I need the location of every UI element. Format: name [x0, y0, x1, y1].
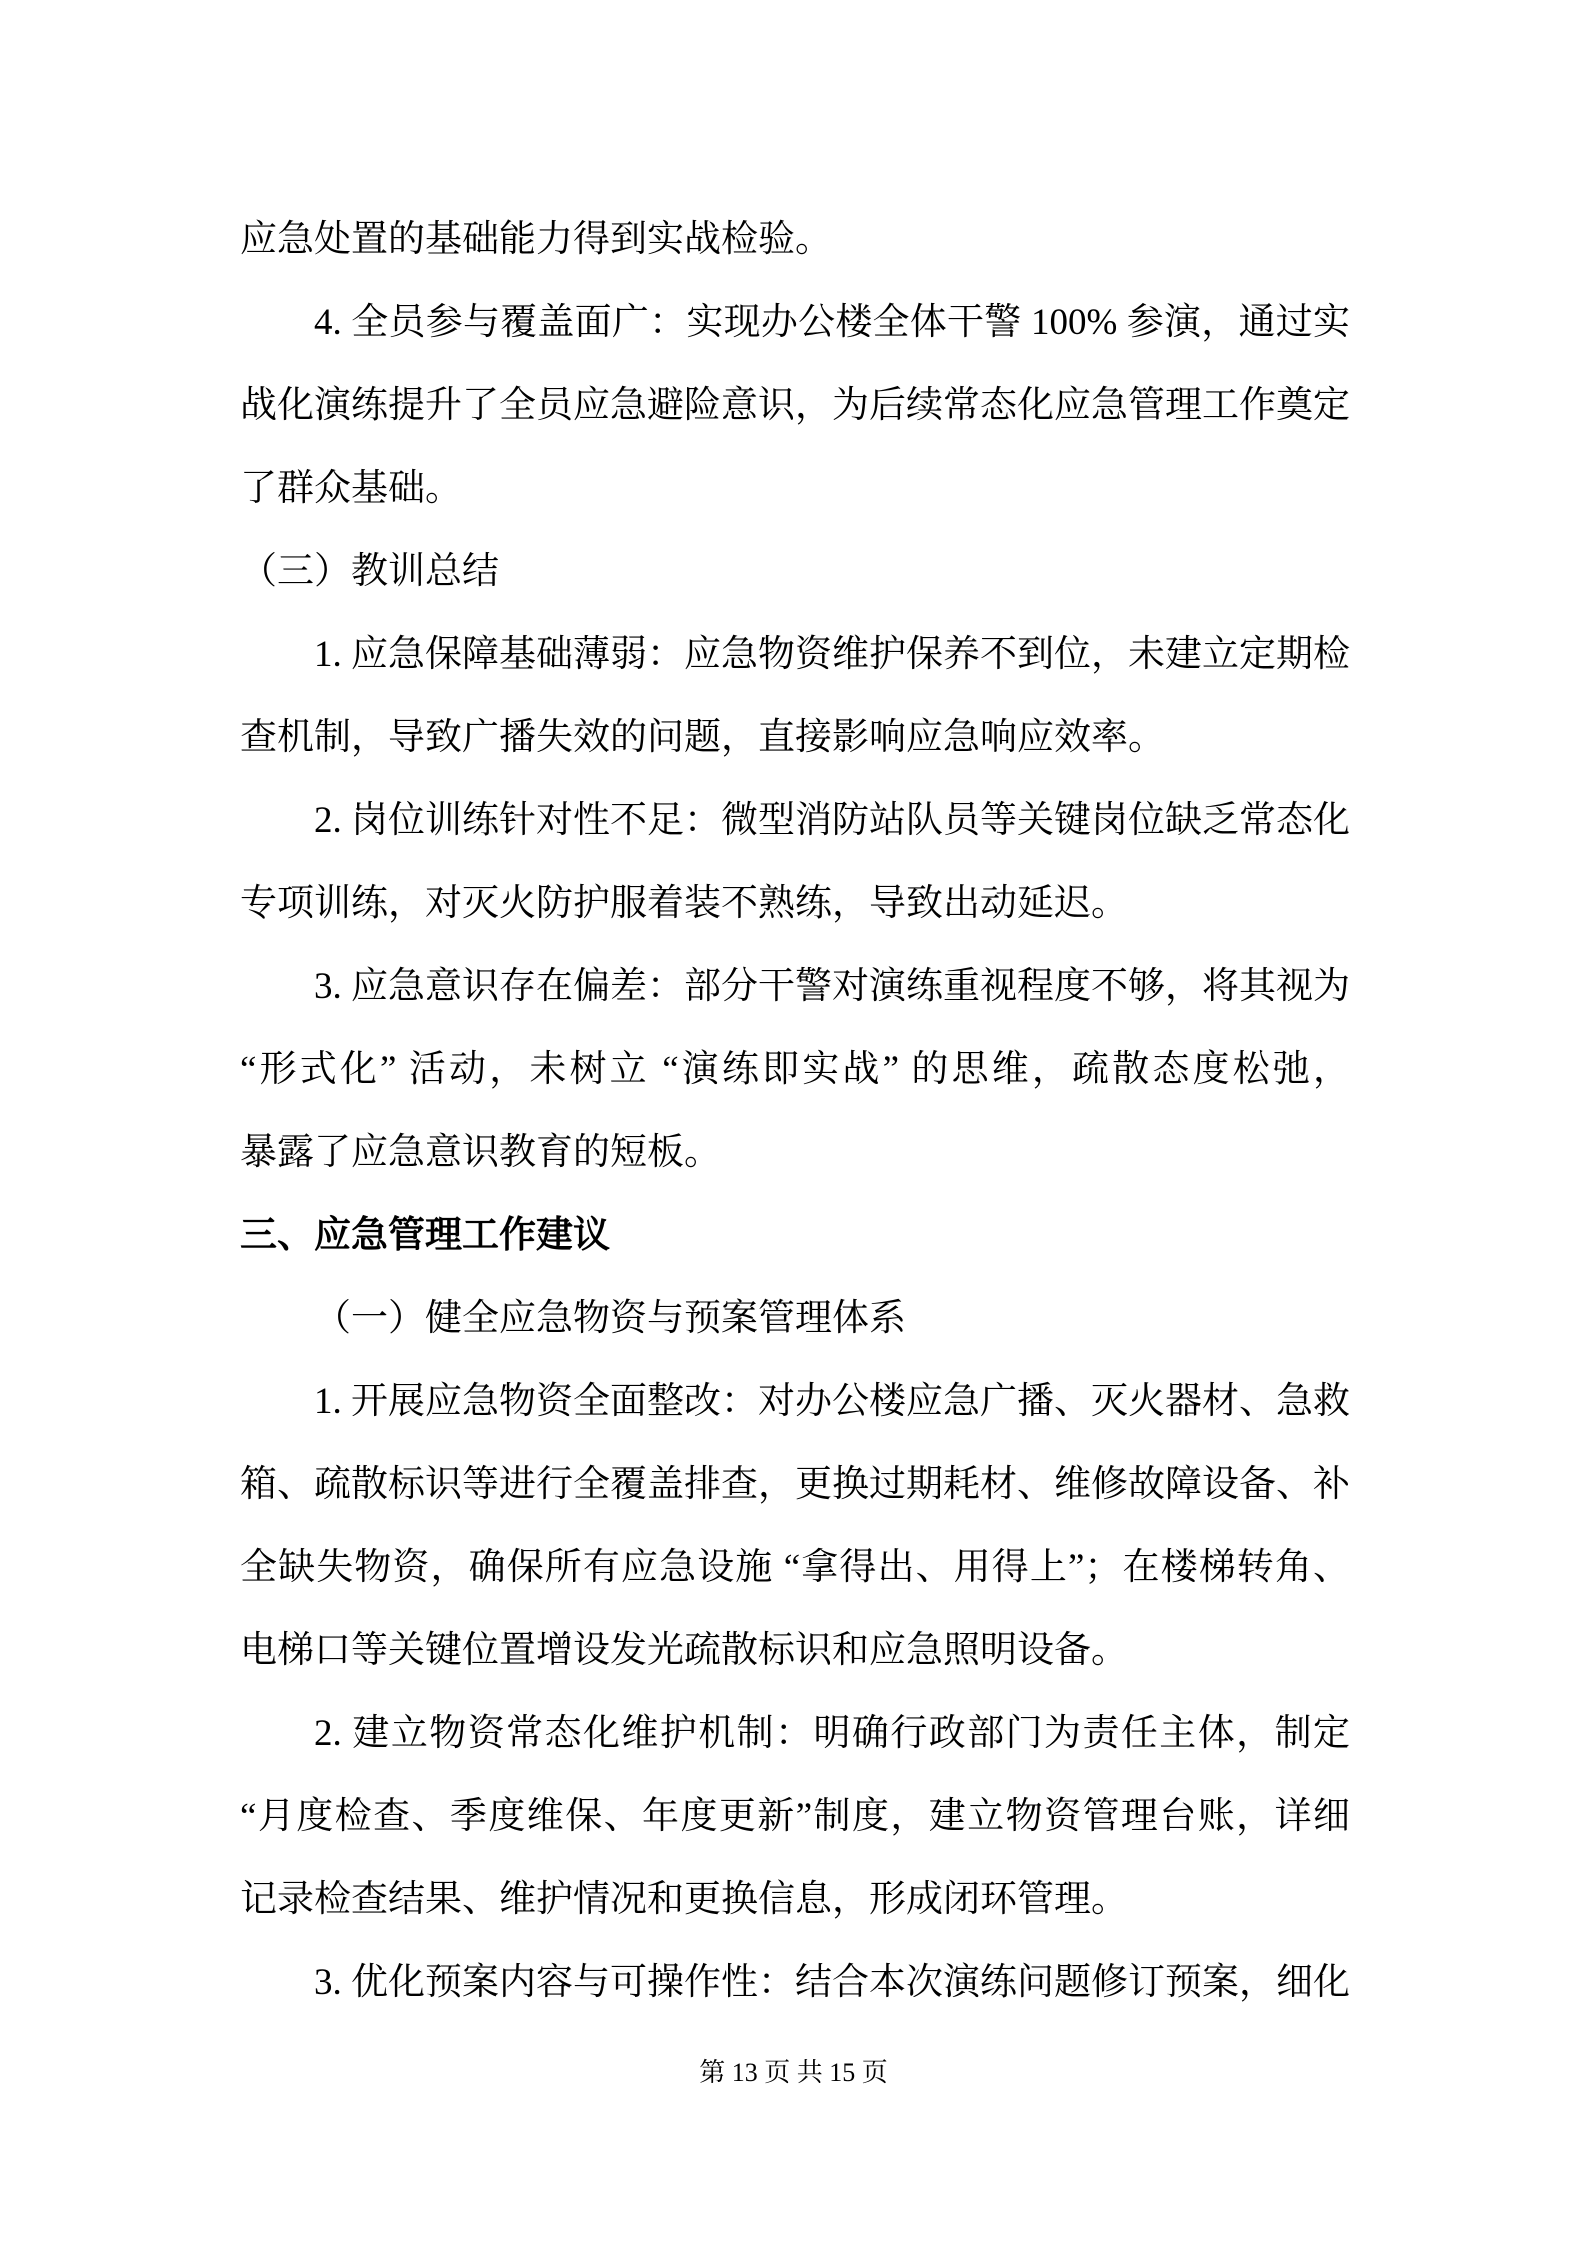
text-line: 箱、疏散标识等进行全覆盖排查，更换过期耗材、维修故障设备、补	[240, 1464, 1350, 1505]
text-line: 暴露了应急意识教育的短板。	[240, 1132, 721, 1173]
text-line: “形式化” 活动，未树立 “演练即实战” 的思维，疏散态度松弛，	[240, 1049, 1350, 1090]
page-footer: 第 13 页 共 15 页	[699, 2058, 888, 2087]
section-heading-suggestions: 三、应急管理工作建议	[240, 1215, 610, 1256]
text-line: 记录检查结果、维护情况和更换信息，形成闭环管理。	[240, 1879, 1128, 1920]
list-item-3: 3. 应急意识存在偏差：部分干警对演练重视程度不够，将其视为	[314, 966, 1350, 1007]
text-line: 全缺失物资，确保所有应急设施 “拿得出、用得上”；在楼梯转角、	[240, 1547, 1350, 1588]
text-line: 了群众基础。	[240, 468, 462, 509]
list-item-1: 1. 开展应急物资全面整改：对办公楼应急广播、灭火器材、急救	[314, 1381, 1350, 1422]
list-item-4: 4. 全员参与覆盖面广：实现办公楼全体干警 100% 参演，通过实	[314, 302, 1350, 343]
text-line: “月度检查、季度维保、年度更新”制度，建立物资管理台账，详细	[240, 1796, 1350, 1837]
text-line: 专项训练，对灭火防护服着装不熟练，导致出动延迟。	[240, 883, 1128, 924]
text-line: 查机制，导致广播失效的问题，直接影响应急响应效率。	[240, 717, 1165, 758]
subsection-heading-system: （一）健全应急物资与预案管理体系	[314, 1298, 906, 1339]
text-line: 电梯口等关键位置增设发光疏散标识和应急照明设备。	[240, 1630, 1128, 1671]
list-item-3: 3. 优化预案内容与可操作性：结合本次演练问题修订预案，细化	[314, 1962, 1350, 2003]
subsection-heading-lessons: （三）教训总结	[240, 551, 499, 592]
text-line: 战化演练提升了全员应急避险意识，为后续常态化应急管理工作奠定	[240, 385, 1350, 426]
paragraph-continuation: 应急处置的基础能力得到实战检验。	[240, 219, 832, 260]
list-item-1: 1. 应急保障基础薄弱：应急物资维护保养不到位，未建立定期检	[314, 634, 1350, 675]
list-item-2: 2. 建立物资常态化维护机制：明确行政部门为责任主体，制定	[314, 1713, 1350, 1754]
document-body	[240, 198, 1350, 2024]
list-item-2: 2. 岗位训练针对性不足：微型消防站队员等关键岗位缺乏常态化	[314, 800, 1350, 841]
